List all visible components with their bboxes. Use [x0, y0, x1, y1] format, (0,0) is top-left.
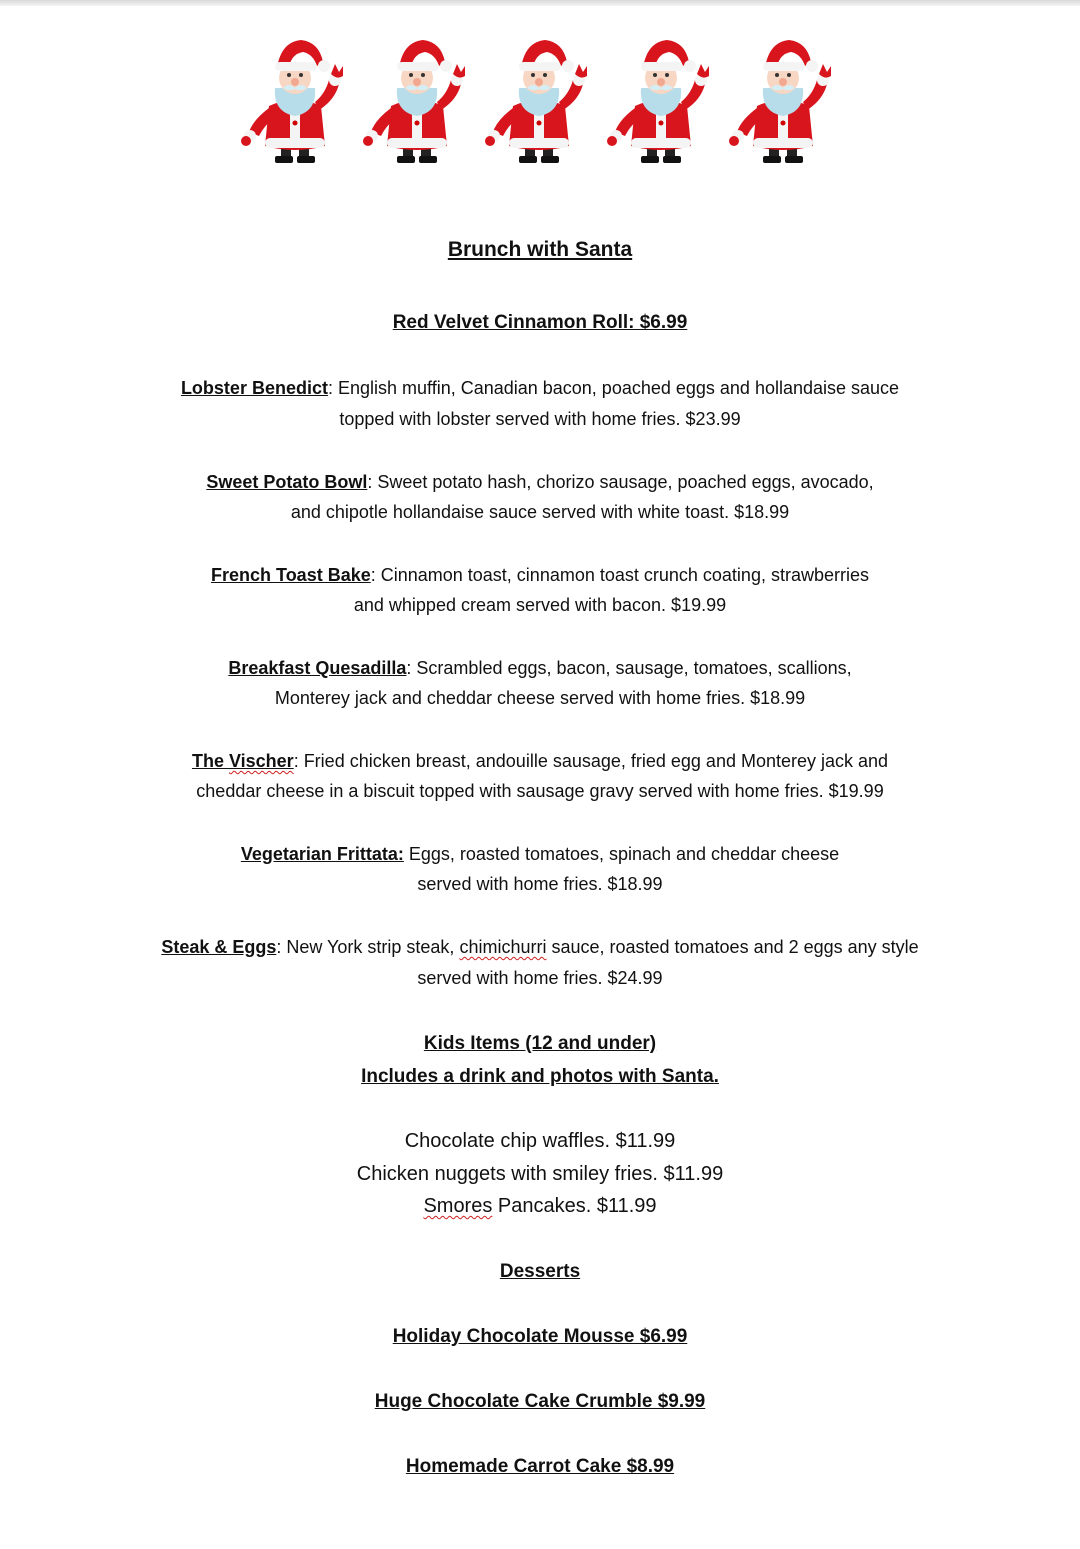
item-name: Steak & Eggs — [161, 937, 277, 957]
item-description-cont: topped with lobster served with home fries. $23.99 — [339, 409, 741, 429]
item-description-cont: and chipotle hollandaise sauce served with white toast. $18.99 — [290, 502, 790, 522]
item-description-cont: Monterey jack and cheddar cheese served with home fries. $18.99 — [274, 688, 806, 708]
menu-item-steak-and-eggs — [0, 935, 1080, 959]
starter-item: Red Velvet Cinnamon Roll: $6.99 — [392, 312, 688, 333]
item-description: : New York strip steak, — [276, 937, 460, 957]
dessert-item: Holiday Chocolate Mousse $6.99 — [392, 1326, 688, 1347]
kids-item-text: Pancakes. $11.99 — [492, 1195, 657, 1217]
item-description-cont: served with home fries. $18.99 — [417, 874, 663, 894]
menu-item-sweet-potato-bowl — [0, 470, 1080, 494]
kids-item — [0, 1194, 1080, 1218]
item-name — [192, 751, 294, 771]
santa-waving-icon — [235, 28, 355, 178]
kids-heading: Kids Items (12 and under) — [423, 1033, 657, 1054]
menu-item-french-toast-bake — [0, 563, 1080, 587]
santa-waving-icon — [357, 28, 477, 178]
kids-item: Chicken nuggets with smiley fries. $11.99 — [356, 1163, 724, 1185]
item-description: : Scrambled eggs, bacon, sausage, tomatoes, scallions, — [406, 658, 852, 678]
dessert-item: Homemade Carrot Cake $8.99 — [405, 1456, 675, 1477]
item-name-part: The — [191, 751, 229, 771]
item-description: : Sweet potato hash, chorizo sausage, poached eggs, avocado, — [367, 472, 874, 492]
desserts-heading: Desserts — [499, 1261, 581, 1282]
item-description-cont: cheddar cheese in a biscuit topped with sausage gravy served with home fries. $19.99 — [196, 781, 884, 801]
menu-item-breakfast-quesadilla — [0, 656, 1080, 680]
item-name: Breakfast Quesadilla — [228, 658, 407, 678]
kids-item: Chocolate chip waffles. $11.99 — [404, 1130, 676, 1152]
item-name: Vegetarian Frittata: — [240, 844, 404, 864]
spellcheck-word: chimichurri — [459, 937, 547, 957]
item-name: Sweet Potato Bowl — [206, 472, 368, 492]
item-name: French Toast Bake — [211, 565, 371, 585]
santa-banner — [235, 28, 845, 178]
item-description: : Cinnamon toast, cinnamon toast crunch coating, strawberries — [370, 565, 869, 585]
spellcheck-word: Vischer — [228, 751, 294, 771]
spellcheck-word: Smores — [423, 1195, 493, 1217]
item-description: : English muffin, Canadian bacon, poached eggs and hollandaise sauce — [327, 378, 900, 398]
item-description: Eggs, roasted tomatoes, spinach and cheddar cheese — [403, 844, 840, 864]
item-description-cont: and whipped cream served with bacon. $19.99 — [353, 595, 727, 615]
santa-waving-icon — [479, 28, 599, 178]
menu-item-the-vischer — [0, 749, 1080, 773]
menu-item-lobster-benedict — [0, 376, 1080, 400]
page-top-edge — [0, 0, 1080, 6]
item-description-cont: served with home fries. $24.99 — [417, 968, 663, 988]
dessert-item: Huge Chocolate Cake Crumble $9.99 — [374, 1391, 706, 1412]
menu-title: Brunch with Santa — [447, 238, 633, 261]
menu-item-vegetarian-frittata — [0, 842, 1080, 866]
santa-waving-icon — [601, 28, 721, 178]
item-description: : Fried chicken breast, andouille sausage, fried egg and Monterey jack and — [293, 751, 889, 771]
item-name: Lobster Benedict — [180, 378, 328, 398]
kids-subheading: Includes a drink and photos with Santa. — [361, 1066, 719, 1087]
santa-waving-icon — [723, 28, 843, 178]
item-description-end: sauce, roasted tomatoes and 2 eggs any style — [546, 937, 919, 957]
